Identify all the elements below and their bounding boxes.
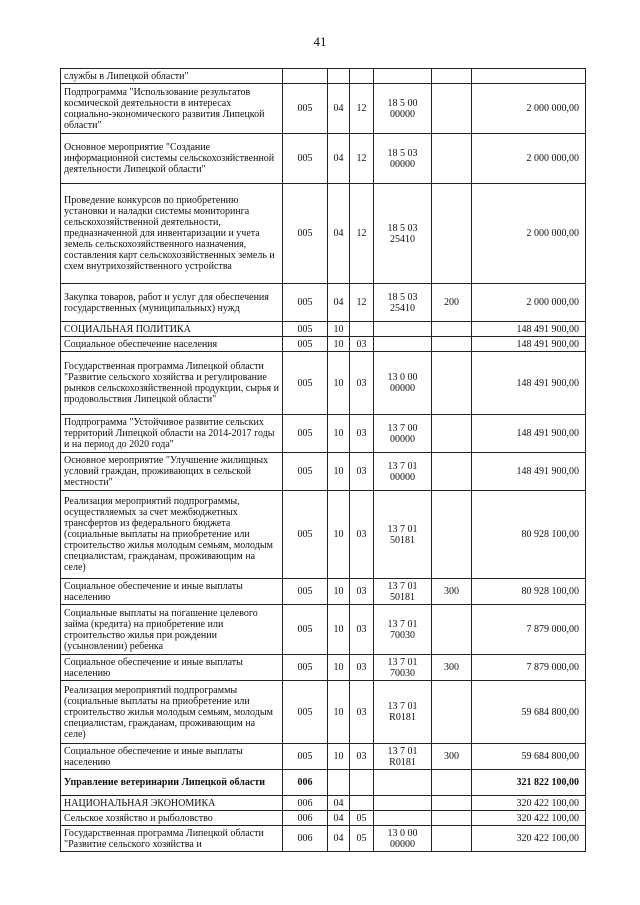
row-expense-type-cell	[432, 826, 472, 852]
row-name-cell: Закупка товаров, работ и услуг для обеспечения государственных (муниципальных) нужд	[61, 284, 283, 322]
row-name-cell: Социальное обеспечение населения	[61, 337, 283, 352]
table-row	[61, 284, 586, 322]
row-target-cell: 13 0 00 00000	[374, 352, 432, 415]
row-expense-type-cell	[432, 770, 472, 796]
row-amount-cell: 59 684 800,00	[472, 744, 586, 770]
row-name-cell: Управление ветеринарии Липецкой области	[61, 770, 283, 796]
table-row	[61, 579, 586, 605]
row-admin-code-cell: 005	[283, 134, 328, 184]
row-subsection-cell: 12	[350, 134, 374, 184]
row-admin-code-cell: 005	[283, 322, 328, 337]
row-target-cell: 18 5 03 25410	[374, 284, 432, 322]
row-target-cell: 18 5 00 00000	[374, 84, 432, 134]
row-admin-code-cell: 006	[283, 796, 328, 811]
table-row	[61, 337, 586, 352]
table-row	[61, 352, 586, 415]
row-subsection-cell: 12	[350, 184, 374, 284]
row-section-cell: 10	[328, 605, 350, 655]
row-target-cell: 18 5 03 00000	[374, 134, 432, 184]
row-target-cell	[374, 69, 432, 84]
row-admin-code-cell: 005	[283, 491, 328, 579]
row-section-cell: 04	[328, 811, 350, 826]
row-section-cell: 10	[328, 352, 350, 415]
table-row	[61, 84, 586, 134]
table-row	[61, 681, 586, 744]
row-expense-type-cell	[432, 453, 472, 491]
row-target-cell: 13 7 01 70030	[374, 605, 432, 655]
row-subsection-cell: 12	[350, 284, 374, 322]
row-section-cell: 10	[328, 415, 350, 453]
row-admin-code-cell: 005	[283, 579, 328, 605]
row-section-cell: 04	[328, 284, 350, 322]
row-target-cell	[374, 811, 432, 826]
row-target-cell: 18 5 03 25410	[374, 184, 432, 284]
row-target-cell: 13 7 01 50181	[374, 579, 432, 605]
table-row	[61, 453, 586, 491]
table-row	[61, 184, 586, 284]
row-subsection-cell: 03	[350, 352, 374, 415]
row-name-cell: Социальное обеспечение и иные выплаты населению	[61, 655, 283, 681]
row-subsection-cell: 03	[350, 744, 374, 770]
row-amount-cell: 148 491 900,00	[472, 322, 586, 337]
row-section-cell: 10	[328, 453, 350, 491]
row-section-cell	[328, 69, 350, 84]
row-subsection-cell: 03	[350, 491, 374, 579]
row-amount-cell: 148 491 900,00	[472, 352, 586, 415]
row-name-cell: Проведение конкурсов по приобретению установки и наладки системы мониторинга сельскохозяйственной деятельности, предназначенной для инвентаризации и учета земель сельскохозяйственного назначения, составления карт сельскохозяйственных земель и схем внутрихозяйственного устройства	[61, 184, 283, 284]
row-name-cell: Подпрограмма "Устойчивое развитие сельских территорий Липецкой области на 2014-2017 годы и на период до 2020 года"	[61, 415, 283, 453]
row-target-cell: 13 7 01 R0181	[374, 681, 432, 744]
table-row	[61, 770, 586, 796]
row-expense-type-cell	[432, 352, 472, 415]
table-row	[61, 655, 586, 681]
row-name-cell: Социальные выплаты на погашение целевого займа (кредита) на приобретение или строительство жилья при рождении (усыновлении) ребенка	[61, 605, 283, 655]
row-expense-type-cell: 300	[432, 655, 472, 681]
row-name-cell: НАЦИОНАЛЬНАЯ ЭКОНОМИКА	[61, 796, 283, 811]
row-expense-type-cell	[432, 605, 472, 655]
row-section-cell: 10	[328, 681, 350, 744]
row-subsection-cell: 03	[350, 681, 374, 744]
row-expense-type-cell	[432, 184, 472, 284]
row-target-cell	[374, 796, 432, 811]
row-name-cell: Государственная программа Липецкой области "Развитие сельского хозяйства и	[61, 826, 283, 852]
row-admin-code-cell: 005	[283, 284, 328, 322]
row-amount-cell: 7 879 000,00	[472, 655, 586, 681]
row-subsection-cell	[350, 770, 374, 796]
row-subsection-cell	[350, 69, 374, 84]
row-expense-type-cell	[432, 796, 472, 811]
row-section-cell	[328, 770, 350, 796]
row-name-cell: Социальное обеспечение и иные выплаты населению	[61, 744, 283, 770]
row-admin-code-cell: 005	[283, 605, 328, 655]
row-section-cell: 04	[328, 184, 350, 284]
row-section-cell: 10	[328, 579, 350, 605]
row-target-cell	[374, 322, 432, 337]
row-amount-cell: 59 684 800,00	[472, 681, 586, 744]
row-section-cell: 10	[328, 322, 350, 337]
row-expense-type-cell	[432, 811, 472, 826]
row-name-cell: СОЦИАЛЬНАЯ ПОЛИТИКА	[61, 322, 283, 337]
row-admin-code-cell	[283, 69, 328, 84]
row-admin-code-cell: 005	[283, 655, 328, 681]
row-name-cell: Подпрограмма "Использование результатов космической деятельности в интересах социально-экономического развития Липецкой области"	[61, 84, 283, 134]
row-expense-type-cell	[432, 491, 472, 579]
row-subsection-cell: 03	[350, 453, 374, 491]
row-subsection-cell: 05	[350, 826, 374, 852]
table-row	[61, 605, 586, 655]
row-expense-type-cell	[432, 337, 472, 352]
row-subsection-cell: 03	[350, 655, 374, 681]
table-row	[61, 491, 586, 579]
row-admin-code-cell: 005	[283, 337, 328, 352]
row-admin-code-cell: 005	[283, 415, 328, 453]
budget-table	[60, 68, 586, 852]
table-row	[61, 134, 586, 184]
row-section-cell: 10	[328, 744, 350, 770]
row-expense-type-cell	[432, 84, 472, 134]
row-amount-cell: 2 000 000,00	[472, 84, 586, 134]
row-admin-code-cell: 005	[283, 84, 328, 134]
row-expense-type-cell	[432, 681, 472, 744]
row-subsection-cell: 05	[350, 811, 374, 826]
row-amount-cell: 2 000 000,00	[472, 284, 586, 322]
row-subsection-cell: 03	[350, 579, 374, 605]
row-section-cell: 10	[328, 491, 350, 579]
row-expense-type-cell	[432, 415, 472, 453]
row-amount-cell: 320 422 100,00	[472, 826, 586, 852]
row-section-cell: 10	[328, 655, 350, 681]
row-amount-cell: 148 491 900,00	[472, 453, 586, 491]
table-body	[61, 69, 586, 852]
row-target-cell: 13 7 01 50181	[374, 491, 432, 579]
page-number: 41	[313, 34, 327, 49]
row-expense-type-cell	[432, 322, 472, 337]
row-expense-type-cell: 300	[432, 579, 472, 605]
row-amount-cell: 148 491 900,00	[472, 337, 586, 352]
row-name-cell: Основное мероприятие "Создание информационной системы сельскохозяйственной деятельности Липецкой области"	[61, 134, 283, 184]
row-target-cell	[374, 770, 432, 796]
table-row	[61, 415, 586, 453]
row-subsection-cell	[350, 322, 374, 337]
table-row	[61, 796, 586, 811]
row-admin-code-cell: 006	[283, 770, 328, 796]
row-admin-code-cell: 005	[283, 681, 328, 744]
table-row	[61, 744, 586, 770]
row-name-cell: Социальное обеспечение и иные выплаты населению	[61, 579, 283, 605]
row-amount-cell: 320 422 100,00	[472, 811, 586, 826]
row-subsection-cell: 03	[350, 415, 374, 453]
table-row	[61, 826, 586, 852]
row-target-cell	[374, 337, 432, 352]
row-expense-type-cell: 300	[432, 744, 472, 770]
row-name-cell: Реализация мероприятий подпрограммы (социальные выплаты на приобретение или строительство жилья молодым семьям, молодым специалистам, гражданам, проживающим на селе)	[61, 681, 283, 744]
row-expense-type-cell	[432, 134, 472, 184]
row-admin-code-cell: 005	[283, 184, 328, 284]
row-target-cell: 13 0 00 00000	[374, 826, 432, 852]
row-section-cell: 10	[328, 337, 350, 352]
row-target-cell: 13 7 00 00000	[374, 415, 432, 453]
row-admin-code-cell: 005	[283, 453, 328, 491]
table-row	[61, 811, 586, 826]
row-name-cell: Основное мероприятие "Улучшение жилищных условий граждан, проживающих в сельской местности"	[61, 453, 283, 491]
row-amount-cell: 2 000 000,00	[472, 184, 586, 284]
row-target-cell: 13 7 01 70030	[374, 655, 432, 681]
row-amount-cell	[472, 69, 586, 84]
row-admin-code-cell: 005	[283, 352, 328, 415]
row-expense-type-cell: 200	[432, 284, 472, 322]
row-amount-cell: 80 928 100,00	[472, 579, 586, 605]
row-section-cell: 04	[328, 84, 350, 134]
row-target-cell: 13 7 01 R0181	[374, 744, 432, 770]
row-amount-cell: 148 491 900,00	[472, 415, 586, 453]
row-name-cell: службы в Липецкой области"	[61, 69, 283, 84]
row-amount-cell: 7 879 000,00	[472, 605, 586, 655]
row-amount-cell: 321 822 100,00	[472, 770, 586, 796]
row-name-cell: Государственная программа Липецкой области "Развитие сельского хозяйства и регулирование рынков сельскохозяйственной продукции, сырья и продовольствия Липецкой области"	[61, 352, 283, 415]
row-admin-code-cell: 005	[283, 744, 328, 770]
table-row	[61, 322, 586, 337]
row-admin-code-cell: 006	[283, 826, 328, 852]
row-subsection-cell: 12	[350, 84, 374, 134]
row-amount-cell: 2 000 000,00	[472, 134, 586, 184]
row-subsection-cell: 03	[350, 605, 374, 655]
row-subsection-cell	[350, 796, 374, 811]
row-name-cell: Реализация мероприятий подпрограммы, осуществляемых за счет межбюджетных трансфертов из федерального бюджета (социальные выплаты на приобретение или строительство жилья молодым семьям, молодым специалистам, гражданам, проживающим на селе)	[61, 491, 283, 579]
row-subsection-cell: 03	[350, 337, 374, 352]
row-admin-code-cell: 006	[283, 811, 328, 826]
row-section-cell: 04	[328, 796, 350, 811]
table-row	[61, 69, 586, 84]
row-amount-cell: 80 928 100,00	[472, 491, 586, 579]
row-section-cell: 04	[328, 134, 350, 184]
row-section-cell: 04	[328, 826, 350, 852]
row-amount-cell: 320 422 100,00	[472, 796, 586, 811]
row-target-cell: 13 7 01 00000	[374, 453, 432, 491]
row-expense-type-cell	[432, 69, 472, 84]
row-name-cell: Сельское хозяйство и рыболовство	[61, 811, 283, 826]
